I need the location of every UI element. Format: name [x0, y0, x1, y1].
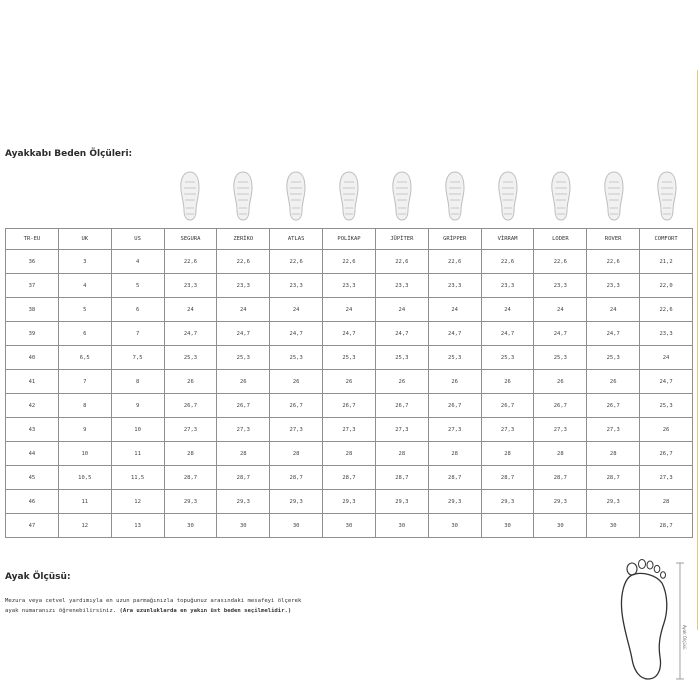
table-cell: 44: [6, 442, 59, 466]
table-cell: 3: [58, 250, 111, 274]
table-cell: 30: [587, 514, 640, 538]
description-text: Mezura veya cetvel yardımıyla en uzun parmağınızla topuğunuz arasındaki mesafeyi ölçerek ayak numaranızı öğrenebilirsiniz.: [5, 598, 302, 614]
table-row: [6, 346, 693, 370]
table-cell: 24: [375, 298, 428, 322]
table-cell: 25,3: [323, 346, 376, 370]
table-cell: 42: [6, 394, 59, 418]
table-cell: 24,7: [428, 322, 481, 346]
table-cell: 26,7: [481, 394, 534, 418]
table-cell: 26,7: [587, 394, 640, 418]
table-cell: 11: [111, 442, 164, 466]
table-cell: 24: [164, 298, 217, 322]
table-row: [6, 514, 693, 538]
table-cell: 29,3: [534, 490, 587, 514]
column-header: US: [111, 229, 164, 250]
table-cell: 25,3: [640, 394, 693, 418]
column-header: UK: [58, 229, 111, 250]
table-cell: 45: [6, 466, 59, 490]
table-cell: 37: [6, 274, 59, 298]
table-cell: 26,7: [217, 394, 270, 418]
table-cell: 12: [111, 490, 164, 514]
column-header: LODER: [534, 229, 587, 250]
table-cell: 8: [111, 370, 164, 394]
table-cell: 10: [111, 418, 164, 442]
table-cell: 28: [217, 442, 270, 466]
table-row: [6, 418, 693, 442]
table-cell: 43: [6, 418, 59, 442]
table-cell: 29,3: [587, 490, 640, 514]
table-cell: 11: [58, 490, 111, 514]
table-cell: 5: [58, 298, 111, 322]
table-cell: 26: [270, 370, 323, 394]
table-cell: 28: [428, 442, 481, 466]
table-cell: 28: [481, 442, 534, 466]
table-cell: 26,7: [375, 394, 428, 418]
table-cell: 24: [270, 298, 323, 322]
table-cell: 27,3: [428, 418, 481, 442]
table-cell: 28: [640, 490, 693, 514]
table-cell: 24,7: [270, 322, 323, 346]
table-cell: 26: [164, 370, 217, 394]
table-cell: 25,3: [481, 346, 534, 370]
column-header: ROVER: [587, 229, 640, 250]
table-cell: 28: [164, 442, 217, 466]
table-cell: 22,6: [217, 250, 270, 274]
table-cell: 29,3: [375, 490, 428, 514]
table-cell: 24,7: [164, 322, 217, 346]
table-cell: 22,6: [534, 250, 587, 274]
table-cell: 24,7: [534, 322, 587, 346]
table-cell: 28,7: [375, 466, 428, 490]
table-cell: 29,3: [323, 490, 376, 514]
table-cell: 30: [217, 514, 270, 538]
table-cell: 26: [428, 370, 481, 394]
table-cell: 38: [6, 298, 59, 322]
table-row: [6, 466, 693, 490]
table-cell: 26,7: [640, 442, 693, 466]
table-cell: 26,7: [323, 394, 376, 418]
table-cell: 22,6: [481, 250, 534, 274]
sole-comfort-icon: [653, 170, 681, 222]
table-cell: 28: [587, 442, 640, 466]
table-cell: 28: [323, 442, 376, 466]
table-cell: 26: [375, 370, 428, 394]
table-cell: 28,7: [481, 466, 534, 490]
column-header: JÜPİTER: [375, 229, 428, 250]
table-cell: 26: [481, 370, 534, 394]
table-cell: 26,7: [164, 394, 217, 418]
table-cell: 23,3: [323, 274, 376, 298]
table-cell: 30: [323, 514, 376, 538]
table-cell: 25,3: [217, 346, 270, 370]
table-cell: 24: [428, 298, 481, 322]
table-cell: 41: [6, 370, 59, 394]
table-cell: 27,3: [217, 418, 270, 442]
foot-illustration: [610, 555, 695, 685]
sole-zeriko-icon: [229, 170, 257, 222]
sole-loder-icon: [547, 170, 575, 222]
table-cell: 25,3: [164, 346, 217, 370]
column-header: SEGURA: [164, 229, 217, 250]
table-cell: 39: [6, 322, 59, 346]
table-cell: 26: [217, 370, 270, 394]
table-cell: 10,5: [58, 466, 111, 490]
table-cell: 28,7: [587, 466, 640, 490]
table-row: [6, 370, 693, 394]
table-cell: 29,3: [270, 490, 323, 514]
table-cell: 24: [587, 298, 640, 322]
table-row: [6, 490, 693, 514]
table-cell: 27,3: [164, 418, 217, 442]
table-cell: 28: [270, 442, 323, 466]
table-cell: 11,5: [111, 466, 164, 490]
sole-segura-icon: [176, 170, 204, 222]
table-cell: 30: [481, 514, 534, 538]
foot-measure-title: Ayak Ölçüsü:: [5, 572, 71, 582]
table-cell: 4: [58, 274, 111, 298]
table-cell: 23,3: [534, 274, 587, 298]
table-cell: 28,7: [428, 466, 481, 490]
table-cell: 24: [534, 298, 587, 322]
table-cell: 25,3: [270, 346, 323, 370]
table-cell: 6: [58, 322, 111, 346]
table-cell: 23,3: [270, 274, 323, 298]
table-cell: 23,3: [640, 322, 693, 346]
table-cell: 21,2: [640, 250, 693, 274]
table-cell: 26: [640, 418, 693, 442]
measure-description: [5, 596, 305, 616]
table-cell: 24,7: [375, 322, 428, 346]
table-cell: 24: [323, 298, 376, 322]
table-cell: 27,3: [323, 418, 376, 442]
column-header: COMFORT: [640, 229, 693, 250]
table-cell: 40: [6, 346, 59, 370]
table-cell: 29,3: [164, 490, 217, 514]
table-cell: 23,3: [587, 274, 640, 298]
table-cell: 28: [375, 442, 428, 466]
table-cell: 28,7: [217, 466, 270, 490]
table-cell: 6,5: [58, 346, 111, 370]
sole-polikap-icon: [335, 170, 363, 222]
table-cell: 29,3: [481, 490, 534, 514]
table-row: [6, 322, 693, 346]
table-cell: 22,6: [375, 250, 428, 274]
table-cell: 25,3: [587, 346, 640, 370]
sole-jupiter-icon: [388, 170, 416, 222]
column-header: VİRRAM: [481, 229, 534, 250]
table-cell: 22,6: [640, 298, 693, 322]
table-cell: 24: [481, 298, 534, 322]
table-cell: 9: [58, 418, 111, 442]
table-cell: 22,6: [428, 250, 481, 274]
table-cell: 22,6: [270, 250, 323, 274]
table-cell: 29,3: [428, 490, 481, 514]
page-title: Ayakkabı Beden Ölçüleri:: [5, 149, 133, 159]
table-cell: 24,7: [587, 322, 640, 346]
table-cell: 30: [534, 514, 587, 538]
column-header: ZERİKO: [217, 229, 270, 250]
table-cell: 28,7: [640, 514, 693, 538]
table-cell: 27,3: [481, 418, 534, 442]
table-cell: 36: [6, 250, 59, 274]
table-cell: 26,7: [428, 394, 481, 418]
table-cell: 24,7: [217, 322, 270, 346]
table-cell: 28,7: [164, 466, 217, 490]
sole-gripper-icon: [441, 170, 469, 222]
table-cell: 23,3: [375, 274, 428, 298]
table-cell: 27,3: [640, 466, 693, 490]
table-cell: 28,7: [323, 466, 376, 490]
table-cell: 47: [6, 514, 59, 538]
table-cell: 5: [111, 274, 164, 298]
column-header: ATLAS: [270, 229, 323, 250]
accent-edge-line: [697, 70, 698, 630]
table-cell: 10: [58, 442, 111, 466]
table-cell: 8: [58, 394, 111, 418]
table-cell: 25,3: [375, 346, 428, 370]
table-cell: 9: [111, 394, 164, 418]
table-cell: 25,3: [534, 346, 587, 370]
table-cell: 24: [640, 346, 693, 370]
table-header-row: [6, 229, 693, 250]
table-cell: 26,7: [534, 394, 587, 418]
table-cell: 22,0: [640, 274, 693, 298]
table-cell: 28,7: [534, 466, 587, 490]
table-cell: 28: [534, 442, 587, 466]
table-row: [6, 274, 693, 298]
table-row: [6, 250, 693, 274]
table-cell: 7: [111, 322, 164, 346]
sole-virram-icon: [494, 170, 522, 222]
column-header: GRİPPER: [428, 229, 481, 250]
column-header: TR-EU: [6, 229, 59, 250]
table-cell: 27,3: [587, 418, 640, 442]
table-cell: 24,7: [323, 322, 376, 346]
table-cell: 46: [6, 490, 59, 514]
table-cell: 13: [111, 514, 164, 538]
table-cell: 26,7: [270, 394, 323, 418]
table-cell: 27,3: [534, 418, 587, 442]
foot-outline-icon: [610, 555, 695, 685]
sole-icons-row: [100, 170, 690, 225]
table-row: [6, 394, 693, 418]
table-cell: 7: [58, 370, 111, 394]
table-cell: 23,3: [164, 274, 217, 298]
table-cell: 22,6: [323, 250, 376, 274]
table-cell: 27,3: [375, 418, 428, 442]
sole-rover-icon: [600, 170, 628, 222]
table-cell: 26: [323, 370, 376, 394]
table-cell: 23,3: [217, 274, 270, 298]
table-cell: 22,6: [164, 250, 217, 274]
table-cell: 24,7: [481, 322, 534, 346]
table-cell: 12: [58, 514, 111, 538]
table-cell: 24,7: [640, 370, 693, 394]
table-cell: 29,3: [217, 490, 270, 514]
table-cell: 25,3: [428, 346, 481, 370]
table-cell: 30: [428, 514, 481, 538]
table-cell: 28,7: [270, 466, 323, 490]
table-cell: 30: [164, 514, 217, 538]
table-cell: 27,3: [270, 418, 323, 442]
sole-atlas-icon: [282, 170, 310, 222]
table-row: [6, 442, 693, 466]
table-cell: 23,3: [428, 274, 481, 298]
size-table: [5, 228, 693, 538]
table-cell: 30: [375, 514, 428, 538]
table-cell: 6: [111, 298, 164, 322]
table-cell: 4: [111, 250, 164, 274]
table-cell: 22,6: [587, 250, 640, 274]
foot-length-label: Ayak Ölçüsü: [682, 625, 687, 650]
table-cell: 7,5: [111, 346, 164, 370]
table-cell: 30: [270, 514, 323, 538]
column-header: POLİKAP: [323, 229, 376, 250]
table-cell: 26: [587, 370, 640, 394]
table-cell: 24: [217, 298, 270, 322]
table-cell: 23,3: [481, 274, 534, 298]
description-note: (Ara uzunluklarda en yakın üst beden seçilmelidir.): [119, 608, 292, 614]
table-row: [6, 298, 693, 322]
table-cell: 26: [534, 370, 587, 394]
